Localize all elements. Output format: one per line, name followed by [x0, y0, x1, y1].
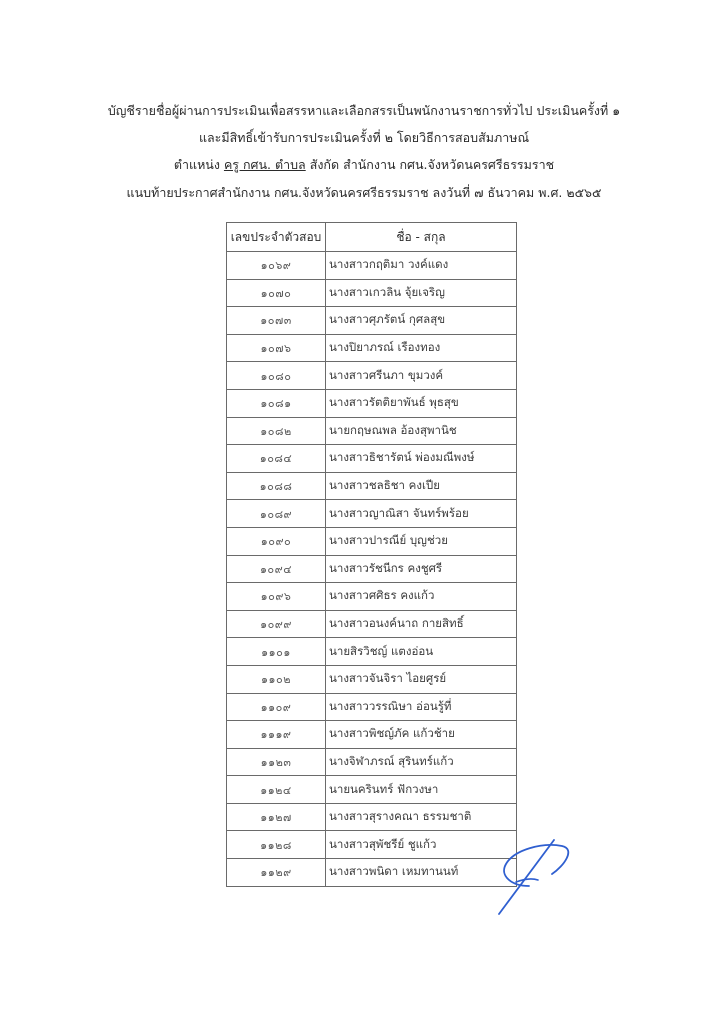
table-row	[227, 665, 517, 693]
full-name-cell: นางสาวศรีนภา ขุมวงค์	[326, 362, 517, 390]
table-row	[227, 610, 517, 638]
table-row	[227, 472, 517, 500]
full-name-cell: นางสาวสุรางคณา ธรรมชาติ	[326, 803, 517, 831]
table-row	[227, 307, 517, 335]
full-name-cell: นางสาวกฤติมา วงค์แดง	[326, 252, 517, 280]
position-line	[0, 157, 728, 173]
full-name-cell: นางสาวรัตติยาพันธ์ พุธสุข	[326, 389, 517, 417]
table-row	[227, 500, 517, 528]
table-row	[227, 389, 517, 417]
table-row	[227, 831, 517, 859]
full-name-cell: นางสาวพนิดา เหมทานนท์	[326, 859, 517, 887]
table-row	[227, 362, 517, 390]
exam-id-cell: ๑๐๘๐	[227, 362, 326, 390]
full-name-cell: นางสาวธิชารัตน์ พ่องมณีพงษ์	[326, 445, 517, 473]
table-row	[227, 583, 517, 611]
table-row	[227, 693, 517, 721]
exam-id-cell: ๑๑๒๗	[227, 803, 326, 831]
full-name-cell: นางสาวพิชญ์ภัค แก้วช้าย	[326, 721, 517, 749]
exam-id-cell: ๑๐๙๐	[227, 527, 326, 555]
full-name-cell: นางสาวญาณิสา จันทร์พร้อย	[326, 500, 517, 528]
position-affiliation: สังกัด สำนักงาน กศน.จังหวัดนครศรีธรรมราช	[305, 157, 555, 172]
full-name-cell: นางสาวศศิธร คงแก้ว	[326, 583, 517, 611]
exam-id-cell: ๑๐๗๓	[227, 307, 326, 335]
exam-id-cell: ๑๑๐๒	[227, 665, 326, 693]
exam-id-cell: ๑๑๑๙	[227, 721, 326, 749]
full-name-cell: นายนครินทร์ ฟักวงษา	[326, 776, 517, 804]
full-name-cell: นางปิยาภรณ์ เรืองทอง	[326, 334, 517, 362]
table-row	[227, 445, 517, 473]
exam-id-cell: ๑๐๙๔	[227, 555, 326, 583]
exam-id-cell: ๑๐๗๖	[227, 334, 326, 362]
exam-id-cell: ๑๑๐๙	[227, 693, 326, 721]
exam-id-cell: ๑๑๒๙	[227, 859, 326, 887]
exam-id-cell: ๑๐๘๒	[227, 417, 326, 445]
position-name: ครู กศน. ตำบล	[223, 157, 306, 172]
exam-id-cell: ๑๐๘๘	[227, 472, 326, 500]
header-exam-id: เลขประจำตัวสอบ	[227, 223, 326, 252]
full-name-cell: นางสาวศุภรัตน์ กุศลสุข	[326, 307, 517, 335]
table-row	[227, 334, 517, 362]
exam-id-cell: ๑๐๗๐	[227, 279, 326, 307]
title-line-2: และมีสิทธิ์เข้ารับการประเมินครั้งที่ ๒ โดยวิธีการสอบสัมภาษณ์	[198, 130, 530, 145]
exam-id-cell: ๑๐๘๙	[227, 500, 326, 528]
table-row	[227, 417, 517, 445]
position-prefix: ตำแหน่ง	[173, 157, 224, 172]
exam-id-cell: ๑๑๒๔	[227, 776, 326, 804]
full-name-cell: นางจิฬาภรณ์ สุรินทร์แก้ว	[326, 748, 517, 776]
full-name-cell: นางสาววรรณิษา อ่อนรู้ที่	[326, 693, 517, 721]
title-line-1: บัญชีรายชื่อผู้ผ่านการประเมินเพื่อสรรหาและเลือกสรรเป็นพนักงานราชการทั่วไป ประเมินครั้งที่ ๑	[107, 103, 621, 118]
signature-mark	[494, 834, 584, 924]
table-row	[227, 748, 517, 776]
exam-id-cell: ๑๑๐๑	[227, 638, 326, 666]
table-row	[227, 279, 517, 307]
full-name-cell: นายสิรวิชญ์ แตงอ่อน	[326, 638, 517, 666]
table-row	[227, 252, 517, 280]
candidate-table	[226, 222, 517, 887]
table-row	[227, 803, 517, 831]
exam-id-cell: ๑๐๖๙	[227, 252, 326, 280]
table-row	[227, 859, 517, 887]
table-row	[227, 776, 517, 804]
exam-id-cell: ๑๑๒๘	[227, 831, 326, 859]
table-header-row	[227, 223, 517, 252]
exam-id-cell: ๑๐๙๙	[227, 610, 326, 638]
exam-id-cell: ๑๐๘๔	[227, 445, 326, 473]
exam-id-cell: ๑๐๙๖	[227, 583, 326, 611]
table-row	[227, 638, 517, 666]
full-name-cell: นางสาวปารณีย์ บุญช่วย	[326, 527, 517, 555]
full-name-cell: นางสาวอนงค์นาถ กายสิทธิ์	[326, 610, 517, 638]
full-name-cell: นางสาวจันจิรา ไอยศูรย์	[326, 665, 517, 693]
table-row	[227, 555, 517, 583]
annex-line: แนบท้ายประกาศสำนักงาน กศน.จังหวัดนครศรีธรรมราช ลงวันที่ ๗ ธันวาคม พ.ศ. ๒๕๖๕	[126, 185, 602, 200]
exam-id-cell: ๑๐๘๑	[227, 389, 326, 417]
table-row	[227, 527, 517, 555]
exam-id-cell: ๑๑๒๓	[227, 748, 326, 776]
table-row	[227, 721, 517, 749]
full-name-cell: นางสาวสุพัชรีย์ ชูแก้ว	[326, 831, 517, 859]
full-name-cell: นางสาวเกวลิน จุ้ยเจริญ	[326, 279, 517, 307]
full-name-cell: นายกฤษณพล อ้องสุพานิช	[326, 417, 517, 445]
full-name-cell: นางสาวชลธิชา คงเปีย	[326, 472, 517, 500]
full-name-cell: นางสาวรัชนีกร คงชูศรี	[326, 555, 517, 583]
header-full-name: ชื่อ - สกุล	[326, 223, 517, 252]
